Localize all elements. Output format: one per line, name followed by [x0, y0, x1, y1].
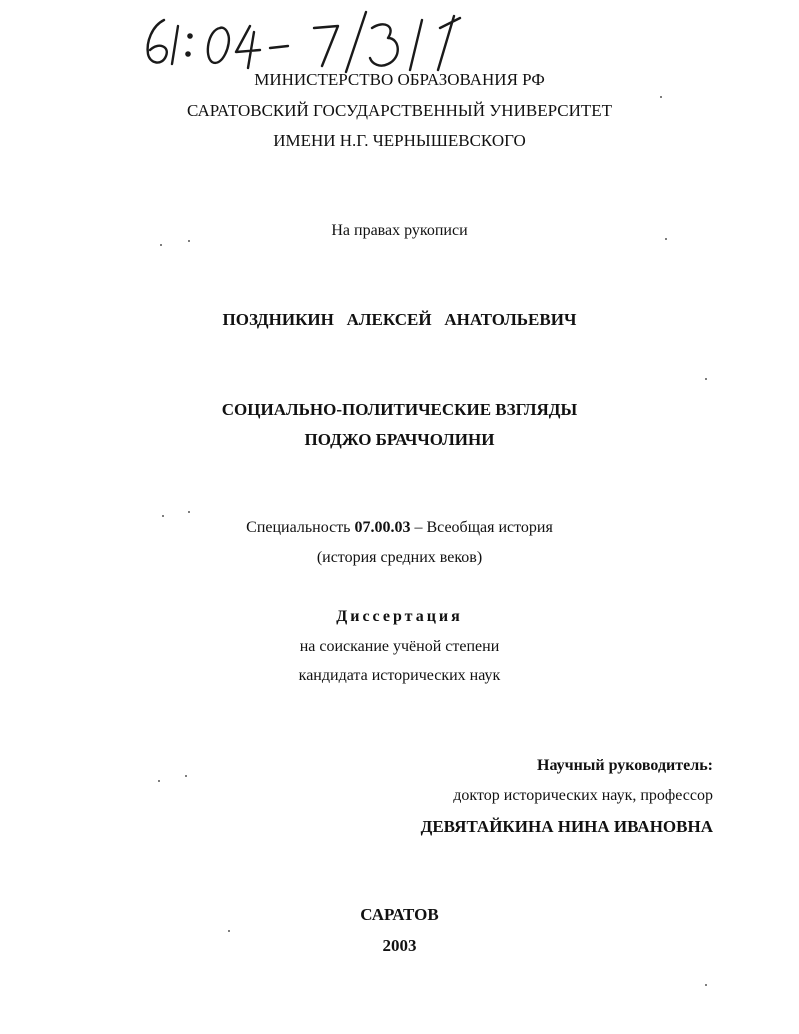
scan-speck — [705, 984, 707, 986]
scan-speck — [185, 775, 187, 777]
author-name: ПОЗДНИКИН АЛЕКСЕЙ АНАТОЛЬЕВИЧ — [222, 310, 577, 329]
university-named-after: ИМЕНИ Н.Г. ЧЕРНЫШЕВСКОГО — [273, 131, 526, 150]
supervisor-label: Научный руководитель: — [537, 757, 713, 774]
scan-speck — [188, 511, 190, 513]
handwritten-archive-number — [138, 8, 498, 74]
dissertation-title-line1: СОЦИАЛЬНО-ПОЛИТИЧЕСКИЕ ВЗГЛЯДЫ — [221, 400, 578, 419]
year: 2003 — [382, 936, 417, 955]
scan-speck — [158, 780, 160, 782]
rights-note: На правах рукописи — [331, 222, 468, 239]
scan-speck — [705, 378, 707, 380]
scan-speck — [660, 96, 662, 98]
scan-speck — [665, 238, 667, 240]
specialty — [0, 519, 799, 537]
scan-speck — [162, 515, 164, 517]
degree-line2: кандидата исторических наук — [298, 667, 501, 684]
ministry-name: МИНИСТЕРСТВО ОБРАЗОВАНИЯ РФ — [254, 70, 545, 89]
specialty-prefix: Специальность — [246, 519, 355, 536]
dissertation-label: Диссертация — [336, 608, 463, 625]
specialty-suffix: – Всеобщая история — [410, 519, 553, 536]
university-name: САРАТОВСКИЙ ГОСУДАРСТВЕННЫЙ УНИВЕРСИТЕТ — [186, 101, 613, 120]
degree-line1: на соискание учёной степени — [299, 638, 500, 655]
city: САРАТОВ — [360, 905, 439, 924]
supervisor-degree: доктор исторических наук, профессор — [453, 787, 713, 804]
specialty-subfield: (история средних веков) — [316, 549, 483, 566]
specialty-code: 07.00.03 — [354, 519, 411, 536]
scan-speck — [188, 240, 190, 242]
scan-speck — [228, 930, 230, 932]
scan-speck — [160, 244, 162, 246]
supervisor-name: ДЕВЯТАЙКИНА НИНА ИВАНОВНА — [420, 817, 713, 836]
dissertation-title-line2: ПОДЖО БРАЧЧОЛИНИ — [304, 430, 495, 449]
